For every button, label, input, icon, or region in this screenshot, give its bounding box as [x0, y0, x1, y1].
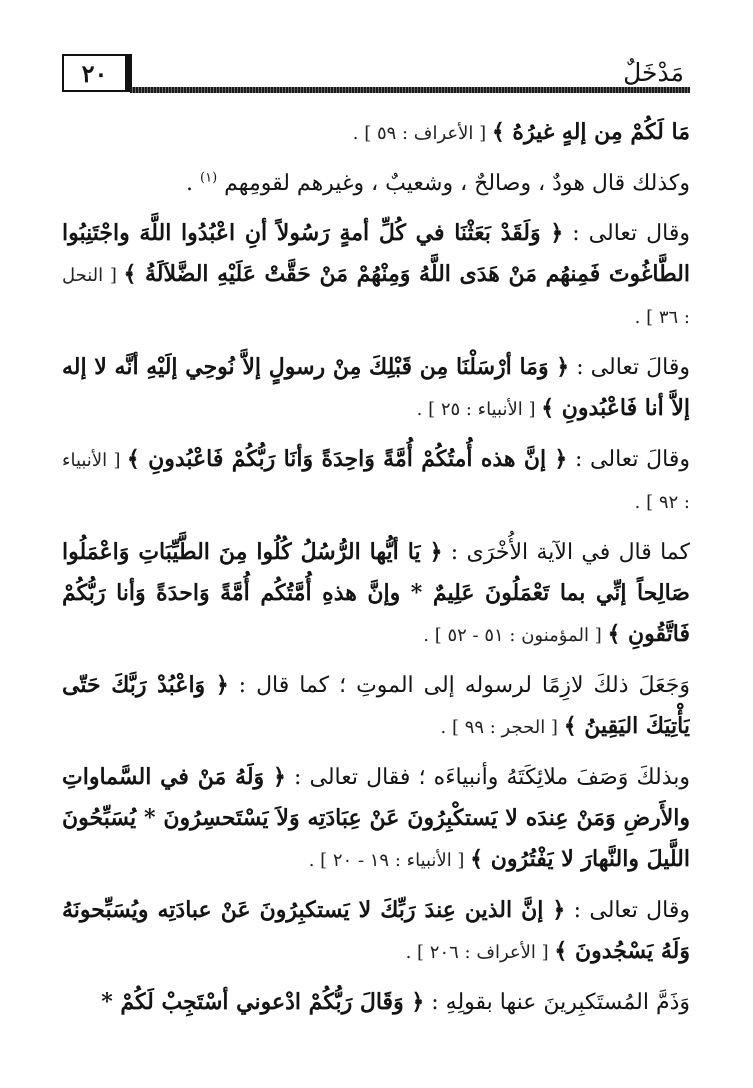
body-text: وبذلكَ وَصَفَ ملائِكَتَهُ وأنبياءَه ؛ فقال تعالى : — [285, 765, 690, 790]
verse-reference: [ الأعراف : ٥٩ ] . — [352, 123, 492, 144]
paragraph — [62, 347, 690, 430]
body-text: وقالَ تعالى : — [569, 355, 690, 380]
page-body — [62, 112, 690, 1072]
verse-reference: [ الأنبياء : ٩٢ ] . — [62, 450, 690, 513]
verse-reference: [ الأنبياء : ٢٥ ] . — [416, 399, 542, 420]
paragraph — [62, 112, 690, 154]
section-title: مَدْخَلٌ — [623, 58, 684, 87]
quran-verse: ﴿ وَقَالَ رَبُّكُمْ ادْعوني أسْتَجِبْ لَكُمْ * — [101, 989, 425, 1015]
body-text: وَذَمَّ المُستَكبِرينَ عنها بقولِهِ : — [424, 990, 690, 1015]
body-text: وقال تعالى : — [563, 221, 690, 246]
quran-verse: ﴿ يَا أيُّها الرُّسُلُ كُلُوا مِنَ الطَّيِّبَاتِ وَاعْمَلُوا صَالِحاً إنِّي بما تَعْمَلُونَ عَلِيمٌ * وإنَّ هذهِ أُمَّتُكُم أُمَّةً وَاحدَةً وَأنا رَبُّكُمْ فَاتَّقُونِ ﴾ — [62, 539, 690, 647]
paragraph — [62, 890, 690, 973]
verse-reference: [ النحل : ٣٦ ] . — [62, 265, 690, 328]
body-text: وَجَعَلَ ذلكَ لازِمًا لرسوله إلى الموتِ ؛ كما قال : — [228, 673, 690, 698]
quran-verse: ﴿ وَلَقَدْ بَعَثْنَا في كُلِّ أمةٍ رَسُولاً أنِ اعْبُدُوا اللَّهَ واجْتَنِبُوا الطَّاغُوتَ فَمِنهُم مَنْ هَدَى اللَّهُ وَمِنْهُمْ مَنْ حَقَّتْ عَلَيْهِ الضَّلاَلَةُ ﴾ — [62, 220, 690, 287]
paragraph — [62, 163, 690, 204]
quran-verse: ﴿ وَلَهُ مَنْ في السَّماواتِ والأَرضِ وَمَنْ عِندَه لا يَستكْبِرُونَ عَنْ عِبَادَتِه وَلاَ يَسْتَحسِرُونَ * يُسَبِّحُونَ اللَّيلَ والنَّهارَ لا يَفْتُرُون ﴾ — [62, 764, 690, 872]
verse-reference: [ الحجر : ٩٩ ] . — [440, 717, 564, 738]
quran-verse: ﴿ إنَّ هذه أُمتُكُمْ أُمَّةً وَاحِدَةً وَأنَا رَبُّكُمْ فَاعْبُدونِ ﴾ — [126, 446, 568, 472]
body-text: كما قال في الآية الأُخْرَى : — [442, 540, 690, 565]
header-divider — [130, 87, 690, 93]
paragraph — [62, 982, 690, 1023]
verse-reference: [ الأعراف : ٢٠٦ ] . — [405, 942, 555, 963]
quran-verse: مَا لَكُمْ مِن إلهٍ غيرُهُ ﴾ — [491, 119, 690, 145]
paragraph — [62, 665, 690, 748]
paragraph — [62, 439, 690, 523]
paragraph — [62, 532, 690, 656]
verse-reference: [ الأنبياء : ١٩ - ٢٠ ] . — [308, 850, 471, 871]
body-text: وكذلك قال هودٌ ، وصالحٌ ، وشعيبٌ ، وغيرهم لقومِهم — [217, 171, 690, 196]
body-text: . — [186, 171, 201, 196]
quran-verse: ﴿ وَمَا أرْسَلْنَا مِن قَبْلِكَ مِنْ رسولٍ إلاَّ نُوحِي إلَيْهِ أنَّه لا إله إلاَّ أنا فَاعْبُدونِ ﴾ — [62, 354, 690, 421]
body-text: وقال تعالى : — [565, 898, 690, 923]
paragraph — [62, 757, 690, 881]
quran-verse: ﴿ وَاعْبُدْ رَبَّكَ حَتّى يَأْتِيَكَ اليَقِينُ ﴾ — [62, 672, 690, 739]
quran-verse: ﴿ إنَّ الذين عِندَ رَبِّكَ لا يَستكبِرُونَ عَنْ عبادَتِه ويُسَبِّحونَهُ وَلَهُ يَسْجُدونَ ﴾ — [62, 897, 690, 964]
paragraph — [62, 213, 690, 338]
page-header — [62, 46, 690, 102]
page-number: ٢٠ — [62, 54, 132, 92]
verse-reference: [ المؤمنون : ٥١ - ٥٢ ] . — [423, 625, 608, 646]
footnote-marker: (١) — [200, 170, 218, 186]
body-text: وقالَ تعالى : — [567, 447, 690, 472]
